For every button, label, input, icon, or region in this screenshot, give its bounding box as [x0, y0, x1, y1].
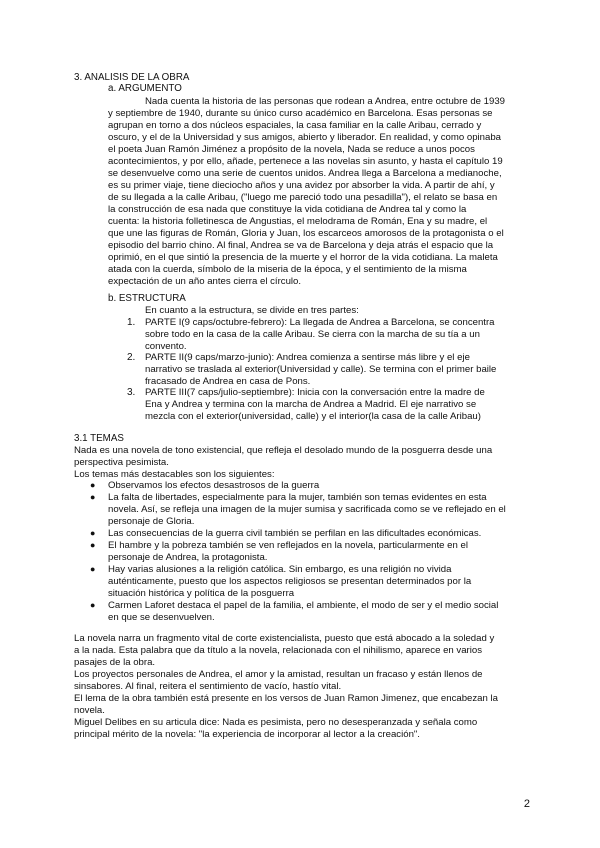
- bullet-icon: ●: [90, 492, 96, 502]
- text-line: mezcla con el exterior(universidad, calle) y el interior(la casa de la calle Aribau): [145, 411, 481, 422]
- text-line: perspectiva pesimista.: [74, 457, 169, 468]
- text-line: PARTE I(9 caps/octubre-febrero): La llegada de Andrea a Barcelona, se concentra: [145, 317, 495, 328]
- text-line: cuenta: la historia folletinesca de Angustias, el melodrama de Román, Ena y su madre, el: [108, 216, 488, 227]
- text-line: y septiembre de 1940, durante su único curso académico en Barcelona. Esas personas se: [108, 108, 493, 119]
- text-line: Carmen Laforet destaca el papel de la familia, el ambiente, el modo de ser y el medio social: [108, 600, 499, 611]
- bullet-icon: ●: [90, 480, 96, 490]
- text-line: sinsabores. Al final, reitera el sentimiento de vacío, hastío vital.: [74, 681, 342, 692]
- text-line: La falta de libertades, especialmente para la mujer, también son temas evidentes en esta: [108, 492, 487, 503]
- page-number: 2: [523, 798, 530, 810]
- text-line: La novela narra un fragmento vital de corte existencialista, puesto que está abocado a la soledad y: [74, 633, 495, 644]
- argumento-heading: a. ARGUMENTO: [108, 83, 182, 94]
- text-line: acontecimientos, y por ello, añade, pertenece a las novelas sin asunto, y hasta el capítulo 19: [108, 156, 503, 167]
- text-line: episodio del barrio chino. Al final, Andrea se va de Barcelona y deja atrás el espacio que la: [108, 240, 494, 251]
- text-line: El lema de la obra también está presente en los versos de Juan Ramon Jimenez, que encabezan la: [74, 693, 498, 704]
- text-line: se desenvuelve como una serie de cuentos unidos. Andrea llega a Barcelona a medianoche,: [108, 168, 502, 179]
- text-line: agrupan en torno a dos núcleos espaciales, la casa familiar en la calle Aribau, cerrado y: [108, 120, 482, 131]
- text-line: PARTE III(7 caps/julio-septiembre): Inicia con la conversación entre la madre de: [145, 387, 485, 398]
- text-line: atada con la cuerda, símbolo de la miseria de la época, y el sentimiento de la misma: [108, 264, 467, 275]
- text-line: sobre todo en la casa de la calle Aribau. Se cierra con la marcha de su tía a un: [145, 329, 480, 340]
- text-line: Las consecuencias de la guerra civil también se perfilan en las dificultades económicas.: [108, 528, 482, 539]
- text-line: narrativo se traslada al exterior(Universidad y calle). Se termina con el primer baile: [145, 364, 497, 375]
- list-number: 2.: [127, 352, 136, 363]
- text-line: situación histórica y política de la posguerra: [108, 588, 295, 599]
- text-line: oprimió, en el que sintió la presencia de la muerte y el horror de la vida cotidiana. La maleta: [108, 252, 498, 263]
- estructura-heading: b. ESTRUCTURA: [108, 293, 186, 304]
- text-line: pasajes de la obra.: [74, 657, 156, 668]
- bullet-icon: ●: [90, 600, 96, 610]
- text-line: Miguel Delibes en su articula dice: Nada es pesimista, pero no desesperanzada y señala como: [74, 717, 478, 728]
- text-line: novela.: [74, 705, 105, 716]
- text-line: que une las figuras de Román, Gloria y Juan, los escarceos amorosos de la protagonista o el: [108, 228, 504, 239]
- text-line: Ena y Andrea y termina con la marcha de Andrea a Madrid. El eje narrativo se: [145, 399, 477, 410]
- text-line: de su llegada a la calle Aribau, ("luego me pareció todo una pesadilla"), el relato se basa en: [108, 192, 498, 203]
- text-line: Nada cuenta la historia de las personas que rodean a Andrea, entre octubre de 1939: [145, 96, 506, 107]
- text-line: expectación de un año antes cierra el círculo.: [108, 276, 302, 287]
- text-line: oscuro, y el de la Universidad y sus amigos, abierto y liberador. En realidad, y como opinaba: [108, 132, 502, 143]
- text-line: PARTE II(9 caps/marzo-junio): Andrea comienza a sentirse más libre y el eje: [145, 352, 470, 363]
- text-line: a la nada. Esta palabra que da título a la novela, relacionada con el nihilismo, aparece en varios: [74, 645, 482, 656]
- temas-heading: 3.1 TEMAS: [74, 433, 124, 444]
- text-line: Los temas más destacables son los siguientes:: [74, 469, 275, 480]
- list-number: 3.: [127, 387, 136, 398]
- text-line: principal mérito de la novela: "la experiencia de incorporar al lector a la creación".: [74, 729, 420, 740]
- text-line: en que se desenvuelven.: [108, 612, 215, 623]
- bullet-icon: ●: [90, 528, 96, 538]
- section-title: 3. ANALISIS DE LA OBRA: [74, 72, 190, 83]
- estructura-intro: En cuanto a la estructura, se divide en tres partes:: [145, 305, 359, 316]
- text-line: novela. Así, se refleja una imagen de la mujer sumisa y sacrificada como se ve reflejado en el: [108, 504, 506, 515]
- bullet-icon: ●: [90, 564, 96, 574]
- text-line: Los proyectos personales de Andrea, el amor y la amistad, resultan un fracaso y están llenos de: [74, 669, 483, 680]
- text-line: personaje de Andrea, la protagonista.: [108, 552, 268, 563]
- text-line: Nada es una novela de tono existencial, que refleja el desolado mundo de la posguerra desde una: [74, 445, 493, 456]
- text-line: es su primer viaje, tiene dieciocho años y una avidez por absorber la vida. A partir de ahí, y: [108, 180, 495, 191]
- text-line: auténticamente, puesto que los aspectos religiosos se presentan determinados por la: [108, 576, 472, 587]
- text-line: El hambre y la pobreza también se ven reflejados en la novela, particularmente en el: [108, 540, 468, 551]
- text-line: personaje de Gloria.: [108, 516, 195, 527]
- bullet-icon: ●: [90, 540, 96, 550]
- text-line: Hay varias alusiones a la religión católica. Sin embargo, es una religión no vivida: [108, 564, 452, 575]
- text-line: convento.: [145, 341, 187, 352]
- list-number: 1.: [127, 317, 136, 328]
- text-line: el poeta Juan Ramón Jiménez a propósito de la novela, Nada se reduce a unos pocos: [108, 144, 475, 155]
- text-line: fracasado de Andrea en casa de Pons.: [145, 376, 311, 387]
- text-line: la construcción de esa nada que constituye la vida cotidiana de Andrea tal y como la: [108, 204, 467, 215]
- text-line: Observamos los efectos desastrosos de la guerra: [108, 480, 320, 491]
